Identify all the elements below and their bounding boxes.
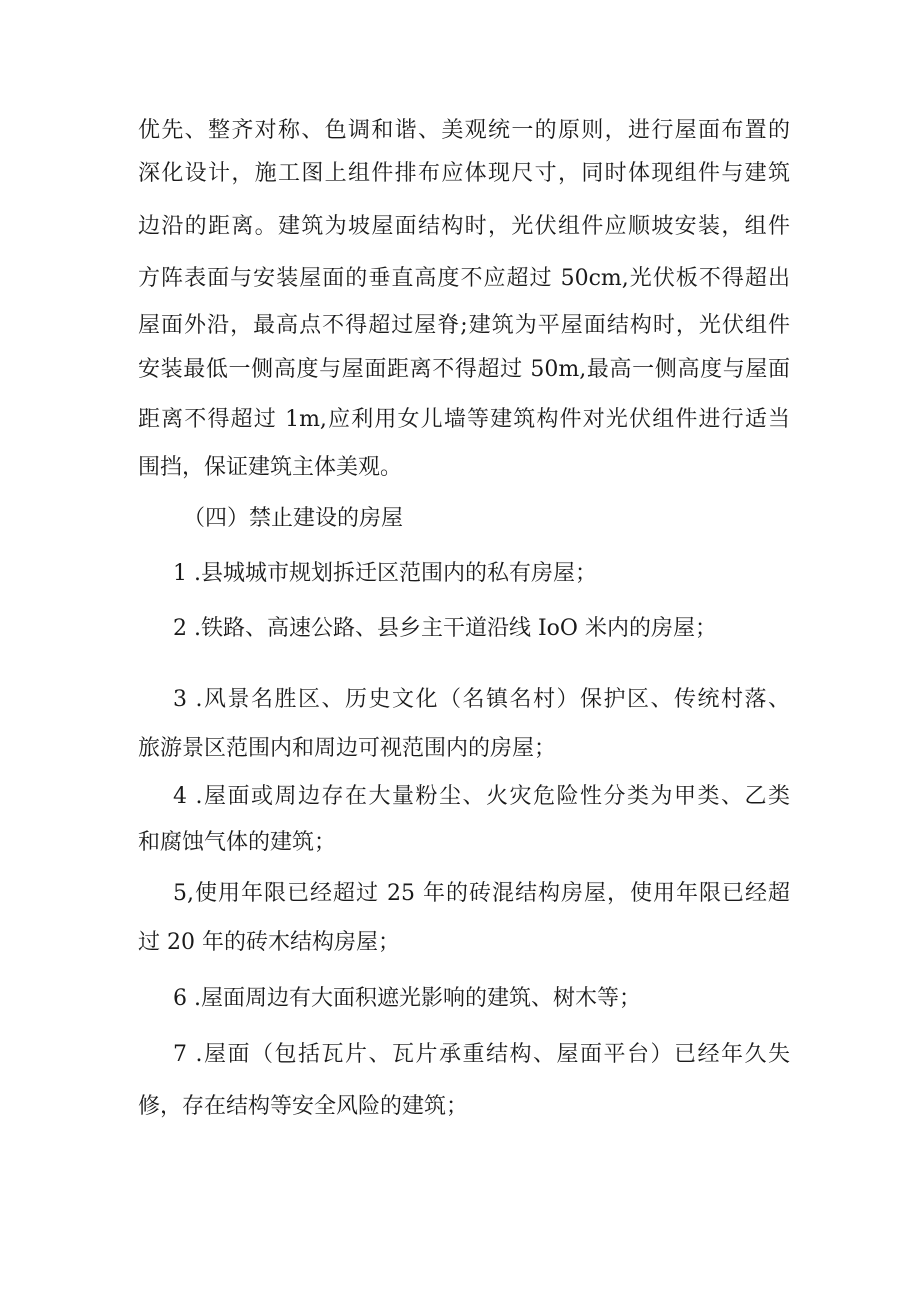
paragraph-line: 围挡，保证建筑主体美观。	[138, 455, 403, 480]
list-item-3-line-1: 3 .风景名胜区、历史文化（名镇名村）保护区、传统村落、	[173, 687, 790, 712]
section-heading: （四）禁止建设的房屋	[183, 506, 404, 531]
list-item-1: 1 .县城城市规划拆迁区范围内的私有房屋；	[173, 561, 597, 586]
list-item-4-line-2: 和腐蚀气体的建筑；	[138, 830, 337, 855]
paragraph-line: 边沿的距离。建筑为坡屋面结构时，光伏组件应顺坡安装，组件	[138, 214, 790, 239]
paragraph-line: 深化设计，施工图上组件排布应体现尺寸，同时体现组件与建筑	[138, 161, 790, 186]
paragraph-line: 距离不得超过 1m,应利用女儿墙等建筑构件对光伏组件进行适当	[138, 407, 790, 432]
list-item-7-line-2: 修，存在结构等安全风险的建筑；	[138, 1094, 469, 1119]
list-item-2: 2 .铁路、高速公路、县乡主干道沿线 IoO 米内的房屋；	[173, 616, 717, 641]
list-item-6: 6 .屋面周边有大面积遮光影响的建筑、树木等；	[173, 986, 641, 1011]
paragraph-line: 方阵表面与安装屋面的垂直高度不应超过 50cm,光伏板不得超出	[138, 266, 790, 291]
paragraph-line: 屋面外沿，最高点不得超过屋脊;建筑为平屋面结构时，光伏组件	[138, 313, 790, 338]
list-item-5-line-1: 5,使用年限已经超过 25 年的砖混结构房屋，使用年限已经超	[173, 881, 790, 906]
list-item-5-line-2: 过 20 年的砖木结构房屋；	[138, 930, 400, 955]
paragraph-line: 安装最低一侧高度与屋面距离不得超过 50m,最高一侧高度与屋面	[138, 357, 791, 382]
list-item-4-line-1: 4 .屋面或周边存在大量粉尘、火灾危险性分类为甲类、乙类	[173, 784, 790, 809]
list-item-7-line-1: 7 .屋面（包括瓦片、瓦片承重结构、屋面平台）已经年久失	[173, 1042, 790, 1067]
paragraph-line: 优先、整齐对称、色调和谐、美观统一的原则，进行屋面布置的	[138, 118, 790, 143]
list-item-3-line-2: 旅游景区范围内和周边可视范围内的房屋；	[138, 736, 557, 761]
